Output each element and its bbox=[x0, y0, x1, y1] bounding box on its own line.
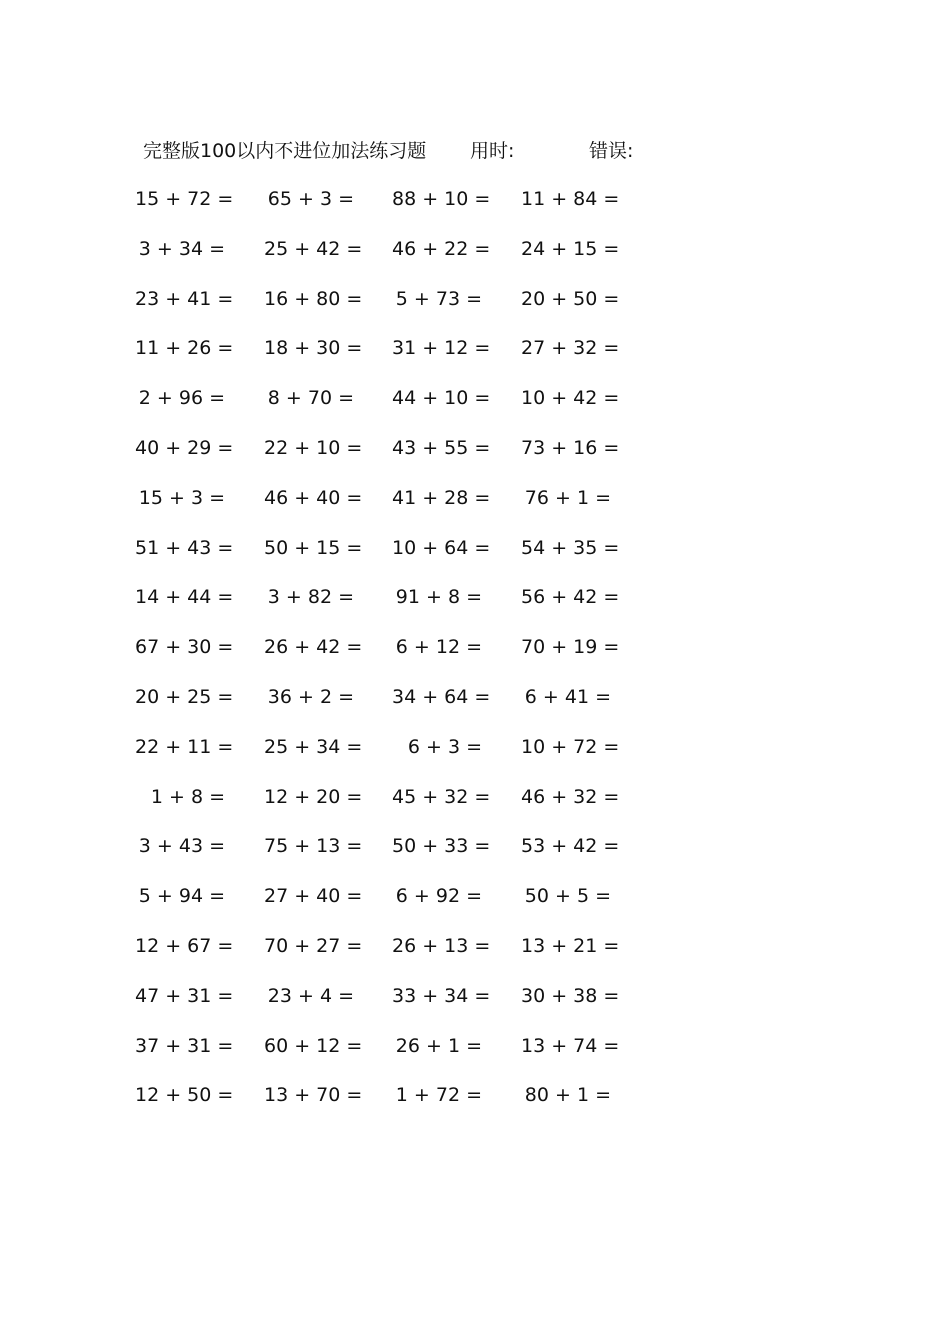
problem-row bbox=[0, 483, 950, 533]
problem-item: 3 + 34 = bbox=[138, 237, 225, 260]
problem-item: 26 + 42 = bbox=[264, 636, 363, 659]
problem-item: 50 + 5 = bbox=[524, 885, 611, 908]
problem-item: 54 + 35 = bbox=[521, 536, 620, 559]
problem-item: 27 + 40 = bbox=[264, 885, 363, 908]
problem-item: 3 + 43 = bbox=[138, 835, 225, 858]
problem-item: 25 + 34 = bbox=[264, 735, 363, 758]
problem-item: 23 + 4 = bbox=[267, 984, 354, 1007]
problem-row bbox=[0, 284, 950, 334]
problem-grid bbox=[0, 184, 950, 1130]
problem-item: 31 + 12 = bbox=[392, 337, 491, 360]
problem-item: 46 + 40 = bbox=[264, 486, 363, 509]
problem-row bbox=[0, 433, 950, 483]
problem-item: 13 + 21 = bbox=[521, 934, 620, 957]
problem-item: 10 + 64 = bbox=[392, 536, 491, 559]
problem-item: 65 + 3 = bbox=[267, 188, 354, 210]
problem-item: 26 + 13 = bbox=[392, 934, 491, 957]
problem-row bbox=[0, 383, 950, 433]
problem-item: 76 + 1 = bbox=[524, 486, 611, 509]
problem-item: 10 + 42 = bbox=[521, 387, 620, 410]
problem-row bbox=[0, 632, 950, 682]
problem-row bbox=[0, 333, 950, 383]
problem-row bbox=[0, 981, 950, 1031]
problem-item: 2 + 96 = bbox=[138, 387, 225, 410]
problem-item: 88 + 10 = bbox=[392, 188, 491, 210]
problem-row bbox=[0, 831, 950, 881]
problem-item: 67 + 30 = bbox=[135, 636, 234, 659]
problem-item: 22 + 11 = bbox=[135, 735, 234, 758]
problem-item: 1 + 8 = bbox=[150, 785, 225, 808]
problem-item: 51 + 43 = bbox=[135, 536, 234, 559]
problem-item: 41 + 28 = bbox=[392, 486, 491, 509]
problem-item: 91 + 8 = bbox=[395, 586, 482, 609]
problem-item: 12 + 20 = bbox=[264, 785, 363, 808]
problem-row bbox=[0, 732, 950, 782]
problem-item: 60 + 12 = bbox=[264, 1034, 363, 1057]
problem-item: 14 + 44 = bbox=[135, 586, 234, 609]
problem-item: 8 + 70 = bbox=[267, 387, 354, 410]
problem-item: 30 + 38 = bbox=[521, 984, 620, 1007]
problem-item: 43 + 55 = bbox=[392, 436, 491, 459]
problem-item: 70 + 27 = bbox=[264, 934, 363, 957]
problem-row bbox=[0, 184, 950, 234]
problem-item: 50 + 33 = bbox=[392, 835, 491, 858]
problem-item: 3 + 82 = bbox=[267, 586, 354, 609]
problem-item: 20 + 25 = bbox=[135, 685, 234, 708]
worksheet-title: 完整版100以内不进位加法练习题 bbox=[143, 140, 427, 162]
problem-item: 40 + 29 = bbox=[135, 436, 234, 459]
problem-item: 22 + 10 = bbox=[264, 436, 363, 459]
problem-item: 53 + 42 = bbox=[521, 835, 620, 858]
problem-item: 6 + 3 = bbox=[407, 735, 482, 758]
problem-item: 6 + 41 = bbox=[524, 685, 611, 708]
problem-row bbox=[0, 1031, 950, 1081]
problem-item: 56 + 42 = bbox=[521, 586, 620, 609]
problem-item: 16 + 80 = bbox=[264, 287, 363, 310]
problem-item: 1 + 72 = bbox=[395, 1084, 482, 1107]
problem-item: 73 + 16 = bbox=[521, 436, 620, 459]
problem-row bbox=[0, 682, 950, 732]
worksheet-header bbox=[143, 136, 703, 166]
problem-item: 44 + 10 = bbox=[392, 387, 491, 410]
problem-item: 6 + 92 = bbox=[395, 885, 482, 908]
problem-item: 47 + 31 = bbox=[135, 984, 234, 1007]
problem-row bbox=[0, 1080, 950, 1130]
problem-item: 6 + 12 = bbox=[395, 636, 482, 659]
problem-item: 13 + 74 = bbox=[521, 1034, 620, 1057]
problem-item: 13 + 70 = bbox=[264, 1084, 363, 1107]
problem-item: 11 + 84 = bbox=[521, 188, 620, 210]
problem-item: 80 + 1 = bbox=[524, 1084, 611, 1107]
problem-item: 18 + 30 = bbox=[264, 337, 363, 360]
problem-item: 70 + 19 = bbox=[521, 636, 620, 659]
time-label: 用时: bbox=[470, 140, 515, 162]
errors-label: 错误: bbox=[589, 140, 634, 162]
problem-row bbox=[0, 881, 950, 931]
problem-item: 23 + 41 = bbox=[135, 287, 234, 310]
problem-item: 33 + 34 = bbox=[392, 984, 491, 1007]
problem-item: 5 + 73 = bbox=[395, 287, 482, 310]
problem-item: 12 + 67 = bbox=[135, 934, 234, 957]
problem-item: 25 + 42 = bbox=[264, 237, 363, 260]
problem-item: 26 + 1 = bbox=[395, 1034, 482, 1057]
problem-item: 20 + 50 = bbox=[521, 287, 620, 310]
problem-item: 46 + 32 = bbox=[521, 785, 620, 808]
problem-item: 12 + 50 = bbox=[135, 1084, 234, 1107]
problem-item: 24 + 15 = bbox=[521, 237, 620, 260]
problem-item: 50 + 15 = bbox=[264, 536, 363, 559]
problem-row bbox=[0, 931, 950, 981]
problem-item: 75 + 13 = bbox=[264, 835, 363, 858]
problem-item: 27 + 32 = bbox=[521, 337, 620, 360]
problem-item: 5 + 94 = bbox=[138, 885, 225, 908]
problem-item: 34 + 64 = bbox=[392, 685, 491, 708]
problem-item: 10 + 72 = bbox=[521, 735, 620, 758]
problem-item: 15 + 72 = bbox=[135, 188, 234, 210]
problem-row bbox=[0, 234, 950, 284]
problem-row bbox=[0, 582, 950, 632]
problem-item: 45 + 32 = bbox=[392, 785, 491, 808]
problem-row bbox=[0, 533, 950, 583]
problem-item: 46 + 22 = bbox=[392, 237, 491, 260]
problem-item: 15 + 3 = bbox=[138, 486, 225, 509]
problem-item: 11 + 26 = bbox=[135, 337, 234, 360]
problem-item: 36 + 2 = bbox=[267, 685, 354, 708]
problem-item: 37 + 31 = bbox=[135, 1034, 234, 1057]
problem-row bbox=[0, 782, 950, 832]
